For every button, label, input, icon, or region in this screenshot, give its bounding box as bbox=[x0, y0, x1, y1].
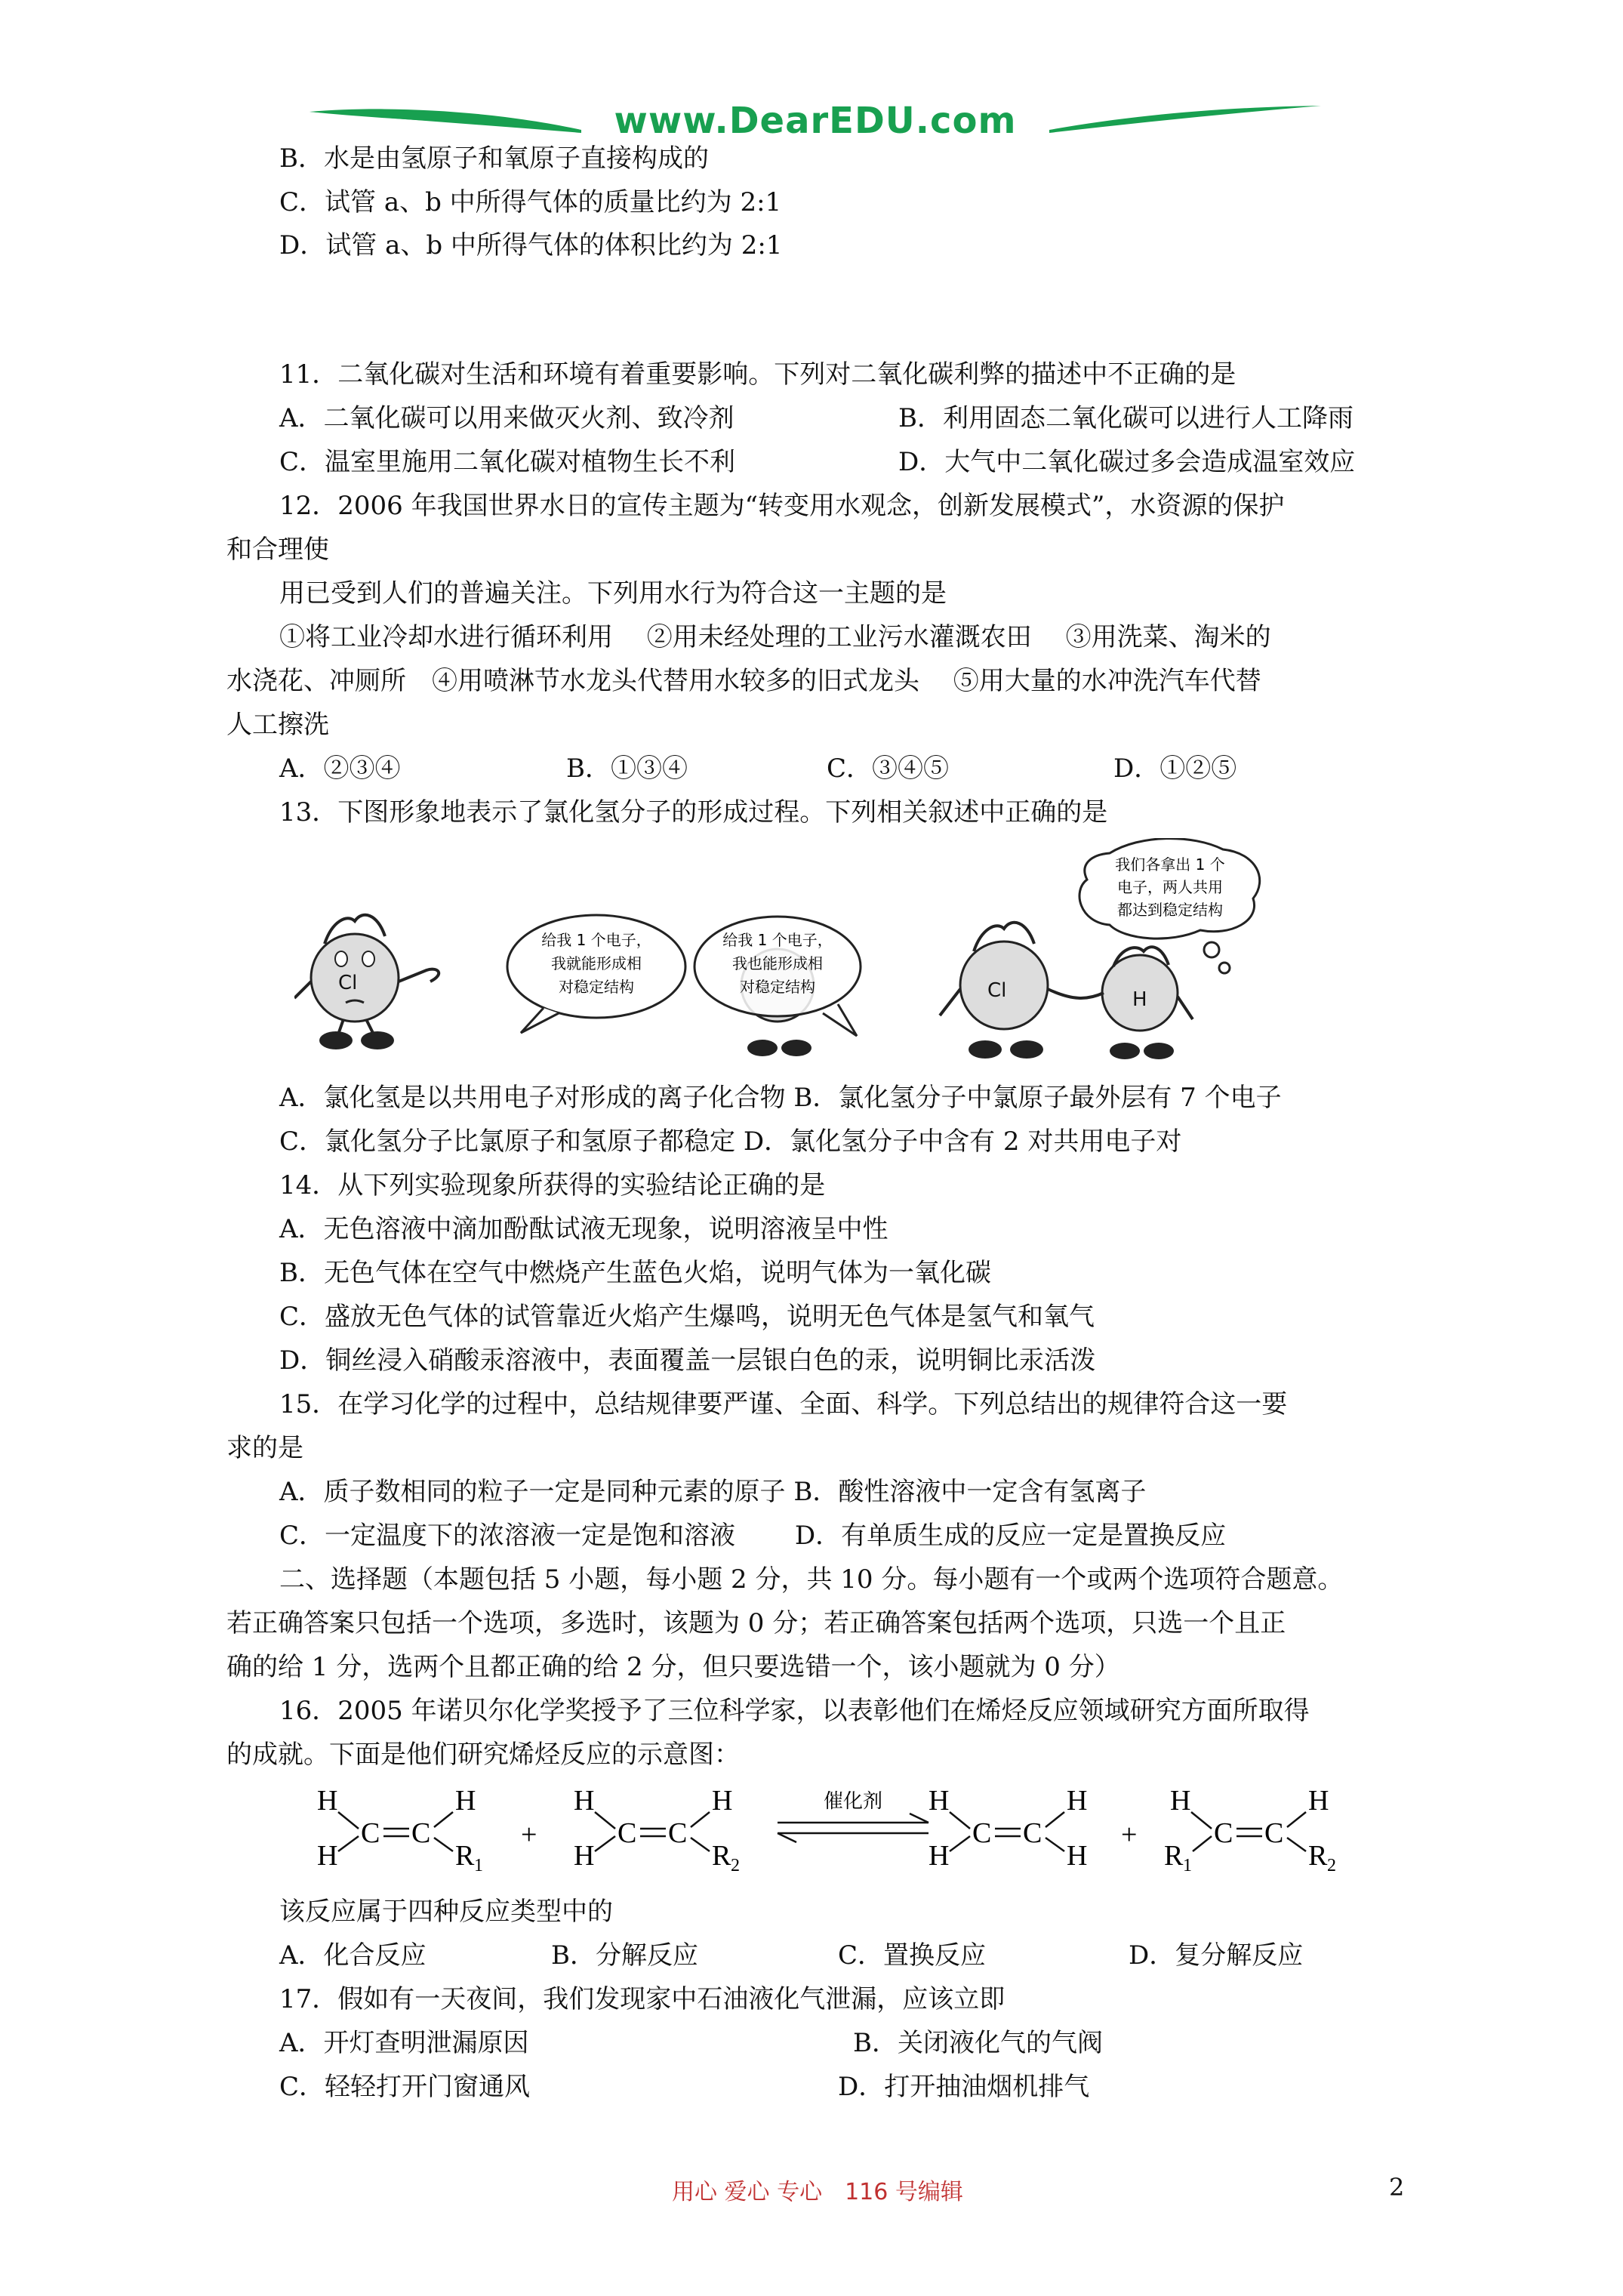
option-17-b: B．关闭液化气的气阀 bbox=[853, 2028, 1103, 2058]
page-number: 2 bbox=[1389, 2173, 1405, 2202]
option-11-b: B．利用固态二氧化碳可以进行人工降雨 bbox=[898, 403, 1354, 433]
r2-h-right: H bbox=[712, 1785, 733, 1817]
p2-h-top: H bbox=[1170, 1785, 1191, 1817]
p2-group-right: R bbox=[1308, 1840, 1328, 1872]
option-12-c: C．③④⑤ bbox=[827, 754, 950, 784]
r2-c-right: C bbox=[668, 1817, 688, 1849]
section-2-heading: 二、选择题（本题包括 5 小题，每小题 2 分，共 10 分。每小题有一个或两个选项符合题意。 bbox=[279, 1564, 1344, 1595]
p1-h-right-top: H bbox=[1067, 1785, 1088, 1817]
bubble-mid-line-3: 对稳定结构 bbox=[740, 978, 815, 996]
plus-2: + bbox=[1121, 1819, 1138, 1851]
cl-h-pair bbox=[940, 923, 1193, 1059]
question-16-prompt: 该反应属于四种反应类型中的 bbox=[279, 1897, 613, 1927]
question-16-cont: 的成就。下面是他们研究烯烃反应的示意图： bbox=[226, 1740, 740, 1770]
bubble-right-line-2: 电子，两人共用 bbox=[1117, 878, 1223, 896]
cl-label-right: Cl bbox=[987, 979, 1007, 1002]
r1-h-bottom: H bbox=[317, 1840, 338, 1872]
option-16-a: A．化合反应 bbox=[279, 1940, 427, 1971]
option-17-d: D．打开抽油烟机排气 bbox=[838, 2072, 1090, 2102]
option-12-d: D．①②⑤ bbox=[1113, 754, 1237, 784]
option-16-b: B．分解反应 bbox=[551, 1940, 698, 1971]
r1-h-right: H bbox=[455, 1785, 476, 1817]
reactant-1 bbox=[317, 1785, 483, 1875]
option-16-d: D．复分解反应 bbox=[1129, 1940, 1304, 1971]
p2-group-left: R bbox=[1164, 1840, 1184, 1872]
option-12-b: B．①③④ bbox=[566, 754, 688, 784]
product-2 bbox=[1164, 1785, 1336, 1875]
option-15-cd: C．一定温度下的浓溶液一定是饱和溶液 D．有单质生成的反应一定是置换反应 bbox=[279, 1521, 1227, 1551]
question-12-items-3: 人工擦洗 bbox=[226, 710, 329, 740]
option-12-a: A．②③④ bbox=[279, 754, 401, 784]
product-1 bbox=[929, 1785, 1087, 1872]
h-label-right: H bbox=[1132, 988, 1147, 1011]
p1-h-top: H bbox=[929, 1785, 950, 1817]
bubble-mid-line-1: 给我 1 个电子， bbox=[722, 931, 833, 949]
olefin-metathesis-diagram bbox=[302, 1776, 1374, 1889]
p2-group-left-sub: 1 bbox=[1183, 1856, 1192, 1875]
option-10-b: B．水是由氢原子和氧原子直接构成的 bbox=[279, 143, 709, 174]
p1-h-bottom: H bbox=[929, 1840, 950, 1872]
r1-c-right: C bbox=[411, 1817, 431, 1849]
r2-group: R bbox=[712, 1840, 731, 1872]
question-12-items-1: ①将工业冷却水进行循环利用 ②用未经处理的工业污水灌溉农田 ③用洗菜、淘米的 bbox=[279, 622, 1271, 652]
question-14: 14．从下列实验现象所获得的实验结论正确的是 bbox=[279, 1170, 826, 1200]
cl-label-left: Cl bbox=[338, 972, 358, 994]
bubble-right-line-3: 都达到稳定结构 bbox=[1117, 901, 1223, 919]
bubble-left-line-1: 给我 1 个电子， bbox=[541, 931, 651, 949]
r2-c-left: C bbox=[617, 1817, 637, 1849]
question-12: 12．2006 年我国世界水日的宣传主题为“转变用水观念，创新发展模式”，水资源的保护 bbox=[279, 491, 1285, 521]
r1-c-left: C bbox=[361, 1817, 380, 1849]
question-12-cont: 和合理使 bbox=[226, 535, 329, 565]
option-15-ab: A．质子数相同的粒子一定是同种元素的原子 B．酸性溶液中一定含有氢离子 bbox=[279, 1477, 1147, 1507]
question-17: 17．假如有一天夜间，我们发现家中石油液化气泄漏，应该立即 bbox=[279, 1984, 1006, 2014]
question-13: 13．下图形象地表示了氯化氢分子的形成过程。下列相关叙述中正确的是 bbox=[279, 797, 1108, 827]
p2-c-right: C bbox=[1264, 1817, 1284, 1849]
bubble-left-line-3: 对稳定结构 bbox=[559, 978, 634, 996]
equilibrium-arrows bbox=[778, 1790, 929, 1842]
option-14-d: D．铜丝浸入硝酸汞溶液中，表面覆盖一层银白色的汞，说明铜比汞活泼 bbox=[279, 1345, 1096, 1376]
option-14-a: A．无色溶液中滴加酚酞试液无现象，说明溶液呈中性 bbox=[279, 1214, 888, 1244]
p2-group-right-sub: 2 bbox=[1327, 1856, 1336, 1875]
r2-h-top: H bbox=[574, 1785, 595, 1817]
option-16-c: C．置换反应 bbox=[838, 1940, 987, 1971]
question-12-cont2: 用已受到人们的普遍关注。下列用水行为符合这一主题的是 bbox=[279, 578, 947, 609]
r1-group-sub: 1 bbox=[474, 1856, 483, 1875]
section-2-rules-2: 确的给 1 分，选两个且都正确的给 2 分，但只要选错一个，该小题就为 0 分） bbox=[226, 1652, 1120, 1682]
option-17-c: C．轻轻打开门窗通风 bbox=[279, 2072, 531, 2102]
question-15-cont: 求的是 bbox=[226, 1433, 303, 1463]
bubble-right-line-1: 我们各拿出 1 个 bbox=[1115, 855, 1225, 874]
option-10-d: D．试管 a、b 中所得气体的体积比约为 2:1 bbox=[279, 230, 783, 260]
option-14-b: B．无色气体在空气中燃烧产生蓝色火焰，说明气体为一氧化碳 bbox=[279, 1258, 991, 1288]
bubble-left-line-2: 我就能形成相 bbox=[551, 954, 642, 972]
question-11: 11．二氧化碳对生活和环境有着重要影响。下列对二氧化碳利弊的描述中不正确的是 bbox=[279, 359, 1236, 390]
option-14-c: C．盛放无色气体的试管靠近火焰产生爆鸣，说明无色气体是氢气和氧气 bbox=[279, 1302, 1095, 1332]
question-16: 16．2005 年诺贝尔化学奖授予了三位科学家，以表彰他们在烯烃反应领域研究方面所取得 bbox=[279, 1696, 1310, 1726]
question-12-items-2: 水浇花、冲厕所 ④用喷淋节水龙头代替用水较多的旧式龙头 ⑤用大量的水冲洗汽车代替 bbox=[226, 666, 1261, 696]
plus-1: + bbox=[521, 1819, 537, 1851]
question-15: 15．在学习化学的过程中，总结规律要严谨、全面、科学。下列总结出的规律符合这一要 bbox=[279, 1389, 1288, 1419]
option-13-ab: A．氯化氢是以共用电子对形成的离子化合物 B．氯化氢分子中氯原子最外层有 7 个电子 bbox=[279, 1083, 1282, 1113]
footer-credit: 用心 爱心 专心 116 号编辑 bbox=[672, 2179, 963, 2205]
option-13-cd: C．氯化氢分子比氯原子和氢原子都稳定 D．氯化氢分子中含有 2 对共用电子对 bbox=[279, 1126, 1182, 1157]
p1-c-left: C bbox=[972, 1817, 992, 1849]
option-11-c: C．温室里施用二氧化碳对植物生长不利 bbox=[279, 447, 736, 477]
option-17-a: A．开灯查明泄漏原因 bbox=[279, 2028, 529, 2058]
section-2-rules-1: 若正确答案只包括一个选项，多选时，该题为 0 分；若正确答案包括两个选项，只选一个且正 bbox=[226, 1608, 1286, 1638]
option-11-d: D．大气中二氧化碳过多会造成温室效应 bbox=[898, 447, 1356, 477]
option-10-c: C．试管 a、b 中所得气体的质量比约为 2:1 bbox=[279, 187, 782, 217]
bubble-mid-line-2: 我也能形成相 bbox=[732, 954, 823, 972]
r2-group-sub: 2 bbox=[731, 1856, 740, 1875]
option-11-a: A．二氧化碳可以用来做灭火剂、致冷剂 bbox=[279, 403, 735, 433]
p1-c-right: C bbox=[1023, 1817, 1042, 1849]
p2-c-left: C bbox=[1214, 1817, 1233, 1849]
r2-h-bottom: H bbox=[574, 1840, 595, 1872]
site-url: www.DearEDU.com bbox=[614, 100, 1017, 142]
hcl-formation-figure bbox=[294, 838, 1366, 1065]
p1-h-right-bottom: H bbox=[1067, 1840, 1088, 1872]
p2-h-right: H bbox=[1308, 1785, 1329, 1817]
r1-group: R bbox=[455, 1840, 475, 1872]
r1-h-top: H bbox=[317, 1785, 338, 1817]
reactant-2 bbox=[574, 1785, 740, 1875]
cl-character-left bbox=[294, 915, 439, 1049]
catalyst-label: 催化剂 bbox=[823, 1790, 883, 1813]
